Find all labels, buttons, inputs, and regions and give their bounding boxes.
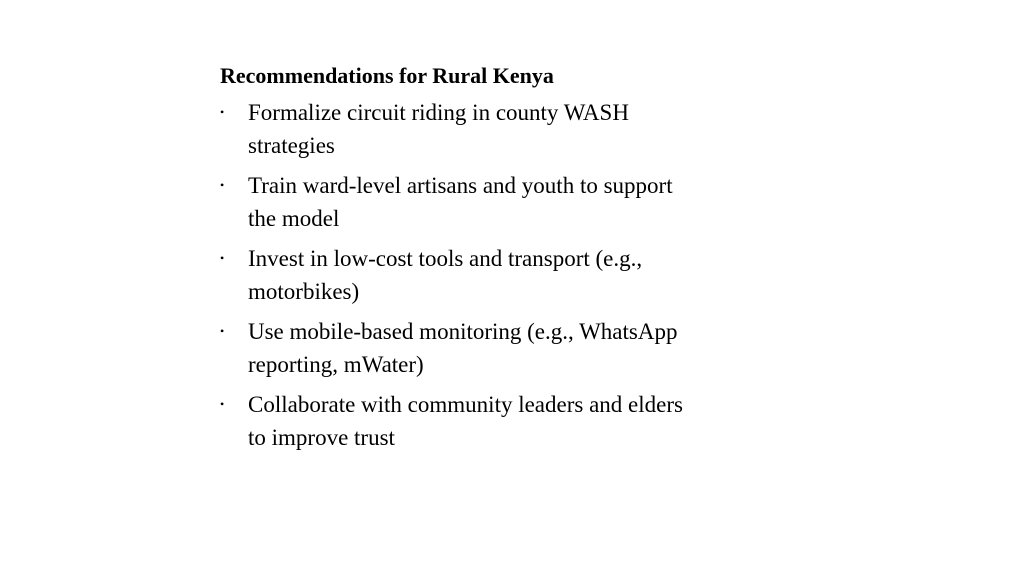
bullet-icon: • bbox=[220, 178, 225, 192]
bullet-item bbox=[220, 315, 700, 381]
bullet-icon: • bbox=[220, 105, 225, 119]
bullet-item bbox=[220, 169, 700, 235]
bullet-icon: • bbox=[220, 324, 225, 338]
bullet-text: Formalize circuit riding in county WASH strategies bbox=[248, 100, 629, 158]
bullet-text: Use mobile-based monitoring (e.g., WhatsApp reporting, mWater) bbox=[248, 319, 678, 377]
bullet-icon: • bbox=[220, 397, 225, 411]
bullet-text: Train ward-level artisans and youth to support the model bbox=[248, 173, 673, 231]
bullet-text: Invest in low-cost tools and transport (e.g., motorbikes) bbox=[248, 246, 643, 304]
bullet-icon: • bbox=[220, 251, 225, 265]
bullet-item bbox=[220, 242, 700, 308]
bullet-text: Collaborate with community leaders and elders to improve trust bbox=[248, 392, 683, 450]
slide-heading: Recommendations for Rural Kenya bbox=[220, 63, 554, 88]
bullet-list bbox=[220, 96, 700, 454]
bullet-item bbox=[220, 96, 700, 162]
slide-content bbox=[220, 60, 700, 461]
bullet-item bbox=[220, 388, 700, 454]
